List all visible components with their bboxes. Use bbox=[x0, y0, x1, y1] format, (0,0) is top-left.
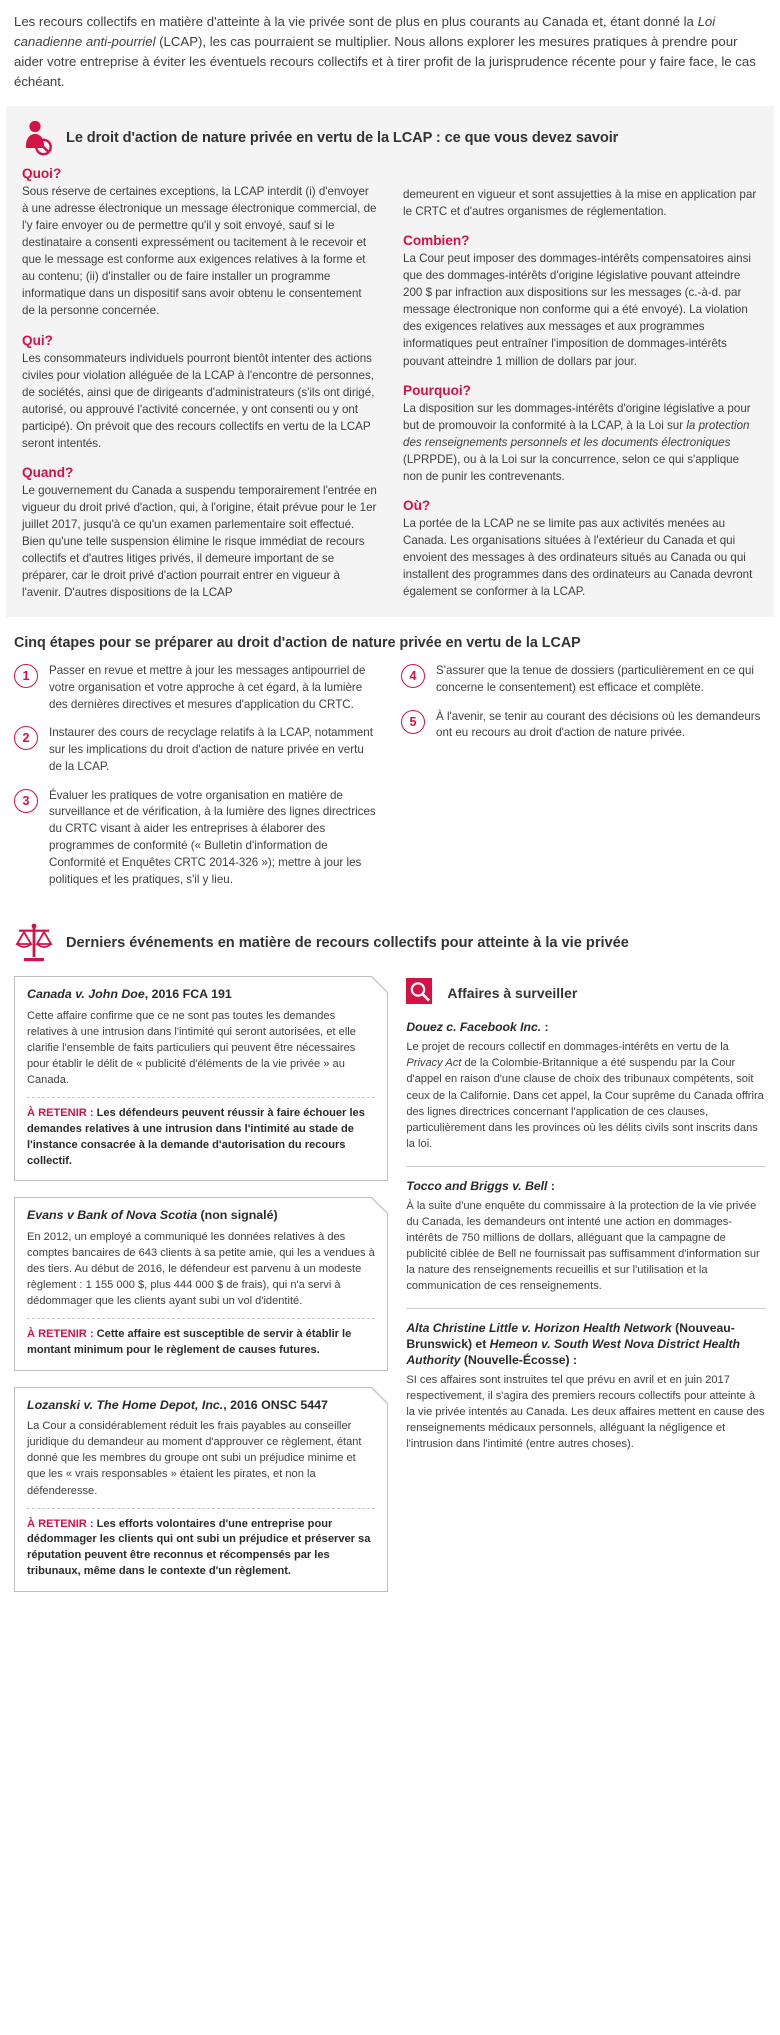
watch-item-body bbox=[406, 1372, 766, 1452]
five-steps-section bbox=[0, 617, 780, 907]
step-text: À l'avenir, se tenir au courant des décisions où les demandeurs ont eu recours au droit d'action de nature privée. bbox=[436, 709, 761, 740]
casl-overview-panel bbox=[6, 106, 774, 617]
watch-title-italic: Douez c. Facebook Inc. bbox=[406, 1020, 542, 1035]
watch-item-title bbox=[406, 1020, 766, 1036]
watch-item-body bbox=[406, 1039, 766, 1152]
pourquoi-text-a: La disposition sur les dommages-intérêts d'origine législative a pour but de promouvoir la conformité à la LCAP, à la Loi sur bbox=[403, 401, 751, 432]
watch-title-suffix: : bbox=[547, 1178, 555, 1193]
watch-item bbox=[406, 1020, 766, 1151]
intro-italic-law-name: Loi canadienne anti-pourriel bbox=[14, 14, 716, 50]
case-title bbox=[27, 1208, 375, 1224]
case-card bbox=[14, 1197, 388, 1370]
takeaway-label: À RETENIR : bbox=[27, 1107, 97, 1120]
case-body: En 2012, un employé a communiqué les données relatives à des comptes bancaires de 643 clients à sa petite amie, qui les a vendues à des tiers. Au début de 2016, le défendeur est parvenu à un modeste règlement : 1 155 000 $, plus 444 000 $ de frais), qui n'a servi à dédommager que les clients ayant subi un vol d'identité. bbox=[27, 1230, 375, 1308]
qa-body-ou: La portée de la LCAP ne se limite pas aux activités menées au Canada. Les organisations situées à l'extérieur du Canada et qui envoient des messages à des ordinateurs situés au Canada ou qui installent des programmes dans des ordinateurs au Canada devront également se conformer à la LCAP. bbox=[403, 516, 753, 598]
step-number-badge: 1 bbox=[14, 664, 38, 688]
watch-body-b: de la Colombie-Britannique a été suspendu par la Cour d'appel en raison d'une clause de choix des tribunaux compétents, soit ceux de la Californie. Dans cet appel, la Cour suprême du Canada offrira des lignes directrices concernant l'application de ces clauses, particulièrement dans les provinces où les délits civils sont inscrits dans la loi. bbox=[406, 1057, 764, 1150]
watch-body-a: Le projet de recours collectif en dommages-intérêts en vertu de la bbox=[406, 1041, 729, 1054]
recent-events-title: Derniers événements en matière de recours collectifs pour atteinte à la vie privée bbox=[66, 935, 629, 952]
step-item bbox=[14, 663, 379, 713]
step-item bbox=[401, 709, 766, 743]
watch-item-body bbox=[406, 1198, 766, 1294]
qa-heading-quand: Quand? bbox=[22, 464, 74, 480]
folded-corner-icon bbox=[371, 1197, 388, 1214]
step-text: Passer en revue et mettre à jour les messages antipourriel de votre organisation et votre approche à cet égard, à la lumière des dernières directives et mesures d'application du CRTC. bbox=[49, 663, 366, 711]
case-card bbox=[14, 976, 388, 1181]
watch-title-italic: Alta Christine Little v. Horizon Health Network bbox=[406, 1321, 672, 1336]
intro-text-part2: (LCAP), les cas pourraient se multiplier. Nous allons explorer les mesures pratiques à prendre pour aider votre entreprise à éviter les éventuels recours collectifs et à tirer profit de la jurisprudence récente pour y faire face, le cas échéant. bbox=[14, 34, 756, 90]
watch-list-title: Affaires à surveiller bbox=[447, 985, 578, 1002]
step-number-badge: 3 bbox=[14, 789, 38, 813]
panel1-title: Le droit d'action de nature privée en vertu de la LCAP : ce que vous devez savoir bbox=[66, 130, 619, 147]
five-steps-grid bbox=[14, 663, 766, 901]
case-takeaway bbox=[27, 1097, 375, 1169]
watch-item-title bbox=[406, 1321, 766, 1369]
person-no-entry-icon bbox=[22, 120, 56, 156]
five-steps-title: Cinq étapes pour se préparer au droit d'action de nature privée en vertu de la LCAP bbox=[14, 634, 581, 651]
panel1-right-column bbox=[403, 166, 758, 601]
step-item bbox=[14, 725, 379, 775]
takeaway-label: À RETENIR : bbox=[27, 1328, 97, 1341]
qa-heading-pourquoi: Pourquoi? bbox=[403, 382, 471, 398]
panel1-left-column bbox=[22, 166, 377, 601]
watch-title-reg-b: (Nouvelle-Écosse) : bbox=[460, 1353, 578, 1368]
step-number-badge: 5 bbox=[401, 710, 425, 734]
watch-item bbox=[406, 1179, 766, 1294]
watch-title-reg-a: (Nouveau-Brunswick) et bbox=[406, 1321, 735, 1352]
watch-item bbox=[406, 1321, 766, 1452]
takeaway-text: Les défendeurs peuvent réussir à faire échouer les demandes relatives à une intrusion dans l'intimité au stade de l'instance consacrée à la demande d'autorisation du recours collectif. bbox=[27, 1107, 365, 1167]
qa-heading-quoi: Quoi? bbox=[22, 166, 62, 182]
step-text: Évaluer les pratiques de votre organisation en matière de surveillance et de vérification, à la lumière des lignes directrices du CRTC visant à aider les entreprises à élaborer des programmes de conformité (« Bulletin d'information de Conformité et Enquêtes CRTC 2014-326 »); mettre à jour les politiques et les pratiques, s'il y lieu. bbox=[49, 788, 376, 886]
case-title bbox=[27, 1398, 375, 1414]
watch-item-title bbox=[406, 1179, 766, 1195]
qa-body-quand: Le gouvernement du Canada a suspendu temporairement l'entrée en vigueur du droit privé d'action, qui, à l'origine, était prévue pour le 1er juillet 2017, jusqu'à ce qu'un examen parlementaire soit effectué. Bien qu'une telle suspension élimine le risque immédiat de recours collectifs et d'autres litiges privés, il demeure important de se préparer, car le droit privé d'action pourrait entrer en vigueur à l'avenir. D'autres dispositions de la LCAP bbox=[22, 483, 377, 599]
watch-list-header bbox=[406, 978, 766, 1008]
panel1-header bbox=[22, 120, 758, 156]
magnifier-icon bbox=[406, 978, 436, 1008]
watch-title-italic-b: Hemeon v. South West Nova District Health Authority bbox=[406, 1337, 741, 1368]
qa-body-continuation: demeurent en vigueur et sont assujetties à la mise en application par le CRTC et d'autres organismes de réglementation. bbox=[403, 188, 757, 219]
step-number-badge: 2 bbox=[14, 726, 38, 750]
qa-body-qui: Les consommateurs individuels pourront bientôt intenter des actions civiles pour violation alléguée de la LCAP à l'encontre de personnes, de sociétés, ainsi que de dirigeants d'administrateurs (s'ils ont dirigé, autorisé, ou approuvé l'activité concernée, y ont consenti ou y ont participé). On prévoit que des recours collectifs en vertu de la LCAP seront intentés. bbox=[22, 351, 375, 450]
case-body: La Cour a considérablement réduit les frais payables au conseiller juridique du demandeur au moment d'approuver ce règlement, étant donné que les membres du groupe ont subi un préjudice minime et que les « vrais responsables » étaient les pirates, et non la défenderesse. bbox=[27, 1420, 362, 1497]
recent-events-header bbox=[0, 906, 780, 970]
step-number-badge: 4 bbox=[401, 664, 425, 688]
watch-title-suffix: : bbox=[541, 1020, 549, 1035]
case-title-citation: , 2016 FCA 191 bbox=[144, 987, 232, 1002]
case-body: Cette affaire confirme que ce ne sont pas toutes les demandes relatives à une intrusion dans l'intimité qui seront autorisées, et elle clarifie l'ensemble de faits particuliers qui peuvent être nécessaires pour établir le délit de « publicité d'éléments de la vie privée » au Canada. bbox=[27, 1009, 356, 1087]
pourquoi-italic-law: la protection des renseignements personnels et les documents électroniques bbox=[403, 418, 750, 449]
watch-body-a: SI ces affaires sont instruites tel que prévu en avril et en juin 2017 respectivement, il s'agira des premiers recours collectifs pour atteinte à la vie privée intentés au Canada. Les deux affaires mettent en cause des renseignements médicaux personnels, alléguant la négligence et l'intrusion dans l'intimité (entre autres choses). bbox=[406, 1373, 765, 1451]
steps-right-column bbox=[401, 663, 766, 901]
step-item bbox=[14, 788, 379, 889]
case-title-italic: Lozanski v. The Home Depot, Inc. bbox=[27, 1397, 224, 1412]
watch-divider bbox=[406, 1308, 766, 1309]
case-card bbox=[14, 1387, 388, 1592]
watch-divider bbox=[406, 1166, 766, 1167]
bottom-columns bbox=[0, 970, 780, 1607]
pourquoi-text-b: (LPRPDE), ou à la Loi sur la concurrence, selon ce qui s'applique non de punir les contrevenants. bbox=[403, 452, 740, 483]
steps-left-column bbox=[14, 663, 379, 901]
case-takeaway bbox=[27, 1318, 375, 1359]
qa-heading-combien: Combien? bbox=[403, 233, 470, 249]
case-title-citation: , 2016 ONSC 5447 bbox=[223, 1397, 328, 1412]
folded-corner-icon bbox=[371, 1387, 388, 1404]
takeaway-text: Cette affaire est susceptible de servir à établir le montant minimum pour le règlement de causes futures. bbox=[27, 1328, 352, 1356]
step-text: S'assurer que la tenue de dossiers (particulièrement en ce qui concerne le consentement) est efficace et complète. bbox=[436, 663, 754, 694]
case-takeaway bbox=[27, 1508, 375, 1580]
case-title-italic: Evans v Bank of Nova Scotia bbox=[27, 1208, 198, 1223]
qa-body-combien: La Cour peut imposer des dommages-intérêts compensatoires ainsi que des dommages-intérêts d'origine législative pouvant atteindre 200 $ par infraction aux dispositions sur les messages (c.-à-d. par message électronique non conforme qui a été envoyé). La violation des exigences relatives aux messages et aux programmes informatiques peut entraîner l'imposition de dommages-intérêts pouvant atteindre 1 million de dollars par jour. bbox=[403, 252, 751, 368]
step-item bbox=[401, 663, 766, 697]
scales-of-justice-icon bbox=[14, 922, 54, 964]
watch-body-italic: Privacy Act bbox=[406, 1057, 462, 1070]
takeaway-label: À RETENIR : bbox=[27, 1517, 97, 1530]
qa-heading-ou: Où? bbox=[403, 497, 431, 513]
watch-list-column bbox=[406, 976, 766, 1607]
step-text: Instaurer des cours de recyclage relatifs à la LCAP, notamment sur les implications du droit d'action de nature privée en vertu de la LCAP. bbox=[49, 726, 373, 773]
intro-text-part1: Les recours collectifs en matière d'atteinte à la vie privée sont de plus en plus courants au Canada et, étant donné la bbox=[14, 14, 698, 29]
qa-body-quoi: Sous réserve de certaines exceptions, la LCAP interdit (i) d'envoyer à une adresse électronique un message électronique commercial, de l'y faire envoyer ou de permettre qu'il y soit envoyé, sauf si le destinataire a consenti expressément ou tacitement à le recevoir et que le message est conforme aux exigences relatives à la forme et au contenu; (ii) d'installer ou de faire installer un programme informatique dans un dispositif sans avoir obtenu le consentement de la personne concernée. bbox=[22, 185, 377, 318]
case-cards-column bbox=[14, 976, 388, 1607]
panel1-columns bbox=[22, 166, 758, 601]
watch-body-a: À la suite d'une enquête du commissaire à la protection de la vie privée du Canada, les demandeurs ont intenté une action en dommages-intérêts de 750 millions de dollars, alléguant que la campagne de publicité ciblée de Bell ne fournissait pas suffisamment d'information sur la nature des renseignements recueillis et sur l'utilisation et la communication de ces renseignements. bbox=[406, 1199, 760, 1293]
watch-title-italic: Tocco and Briggs v. Bell bbox=[406, 1178, 548, 1193]
folded-corner-icon bbox=[371, 976, 388, 993]
case-title-italic: Canada v. John Doe bbox=[27, 987, 145, 1002]
intro-paragraph bbox=[0, 0, 780, 106]
takeaway-text: Les efforts volontaires d'une entreprise pour dédommager les clients qui ont subi un préjudice et préserver sa réputation peuvent être reconnus et récompensés par les tribunaux, même dans le contexte d'un règlement. bbox=[27, 1517, 371, 1577]
case-title-citation: (non signalé) bbox=[197, 1208, 278, 1223]
qa-body-pourquoi bbox=[403, 400, 758, 485]
case-title bbox=[27, 987, 375, 1003]
qa-heading-qui: Qui? bbox=[22, 332, 53, 348]
